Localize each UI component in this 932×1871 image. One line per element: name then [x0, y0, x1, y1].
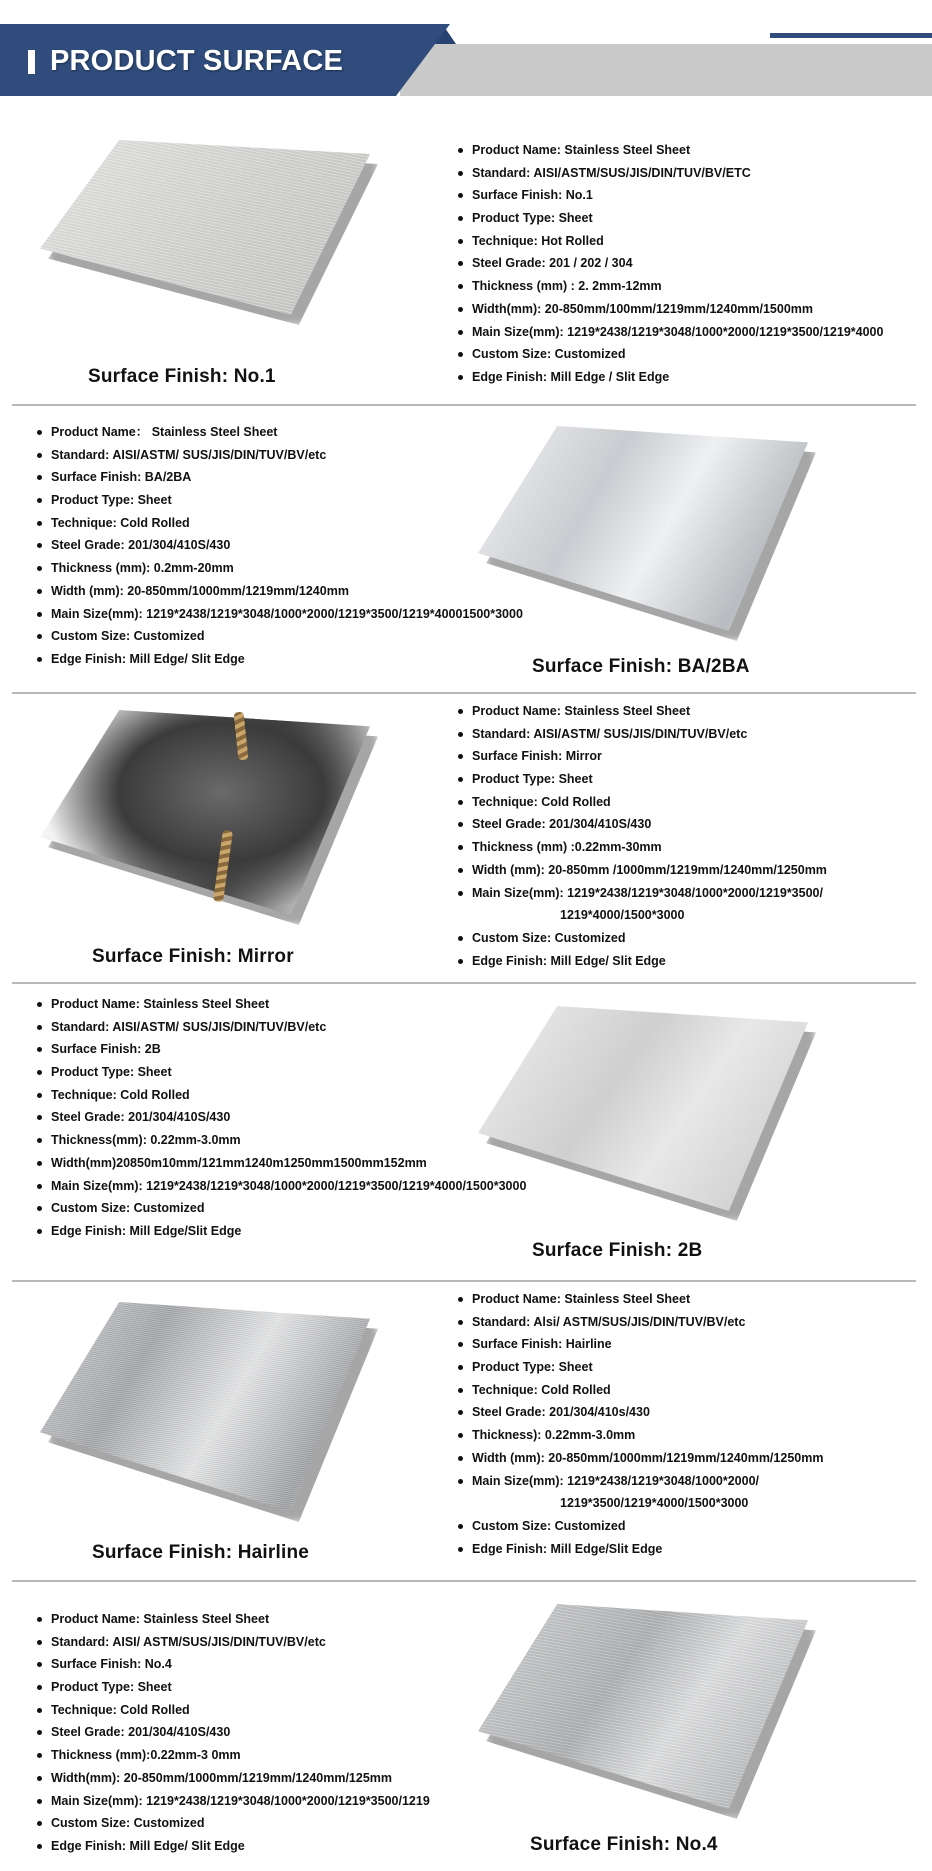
spec-list: [37, 993, 526, 1243]
spec-item: Custom Size: Customized: [37, 1197, 526, 1220]
spec-item: Product Type: Sheet: [458, 1356, 823, 1379]
spec-item: Main Size(mm): 1219*2438/1219*3048/1000*2000/1219*3500/1219*4000: [458, 321, 883, 344]
spec-item: Thickness(mm): 0.22mm-3.0mm: [37, 1129, 526, 1152]
spec-item: Thickness): 0.22mm-3.0mm: [458, 1424, 823, 1447]
spec-item: Edge Finish: Mill Edge / Slit Edge: [458, 366, 883, 389]
steel-sheet-no1-image: [40, 140, 370, 315]
spec-item: Main Size(mm): 1219*2438/1219*3048/1000*2000/1219*3500/1219*4000/1500*3000: [37, 1175, 526, 1198]
surface-section-2b: [0, 986, 932, 1278]
spec-item: Standard: AISI/ ASTM/SUS/JIS/DIN/TUV/BV/etc: [37, 1631, 430, 1654]
spec-item: Product Name： Stainless Steel Sheet: [37, 421, 523, 444]
steel-sheet-no4-image: [478, 1604, 808, 1809]
banner-accent-line: [770, 33, 932, 38]
section-divider: [12, 1280, 916, 1282]
spec-item: Custom Size: Customized: [37, 625, 523, 648]
spec-item: Technique: Cold Rolled: [458, 791, 827, 814]
spec-item: Surface Finish: Mirror: [458, 745, 827, 768]
surface-section-hairline: [0, 1284, 932, 1580]
spec-item-continuation: 1219*3500/1219*4000/1500*3000: [560, 1496, 749, 1511]
spec-item: Product Name: Stainless Steel Sheet: [37, 1608, 430, 1631]
spec-item: Product Type: Sheet: [458, 768, 827, 791]
spec-item: Product Type: Sheet: [458, 207, 883, 230]
spec-item: Technique: Cold Rolled: [37, 1084, 526, 1107]
spec-item: Standard: AISI/ASTM/ SUS/JIS/DIN/TUV/BV/etc: [37, 444, 523, 467]
section-divider: [12, 404, 916, 406]
spec-item: Thickness (mm) :0.22mm-30mm: [458, 836, 827, 859]
spec-item: Width(mm): 20-850mm/1000mm/1219mm/1240mm/125mm: [37, 1767, 430, 1790]
spec-list: [458, 700, 827, 972]
spec-item: Standard: Alsi/ ASTM/SUS/JIS/DIN/TUV/BV/etc: [458, 1311, 823, 1334]
spec-item: Main Size(mm): 1219*2438/1219*3048/1000*2000/1219*3500/1219: [37, 1790, 430, 1813]
spec-item: Surface Finish: No.4: [37, 1653, 430, 1676]
banner-gray-band: [400, 44, 932, 96]
steel-sheet-2b-image: [478, 1006, 808, 1211]
spec-item: Width(mm): 20-850mm/100mm/1219mm/1240mm/1500mm: [458, 298, 883, 321]
spec-item: Main Size(mm): 1219*2438/1219*3048/1000*2000/1219*3500/1219*40001500*3000: [37, 603, 523, 626]
page-title: PRODUCT SURFACE: [50, 45, 344, 77]
spec-item: Standard: AISI/ASTM/SUS/JIS/DIN/TUV/BV/ETC: [458, 162, 883, 185]
section-caption: Surface Finish: BA/2BA: [532, 656, 750, 677]
spec-item: Product Type: Sheet: [37, 1676, 430, 1699]
section-caption: Surface Finish: No.4: [530, 1834, 718, 1855]
spec-list: [458, 1288, 823, 1560]
spec-item: Thickness (mm):0.22mm-3 0mm: [37, 1744, 430, 1767]
spec-list: [458, 139, 883, 389]
spec-item: Standard: AISI/ASTM/ SUS/JIS/DIN/TUV/BV/etc: [458, 723, 827, 746]
spec-item: Standard: AISI/ASTM/ SUS/JIS/DIN/TUV/BV/etc: [37, 1016, 526, 1039]
spec-list: [37, 1608, 430, 1858]
spec-list: [37, 421, 523, 671]
spec-item: Custom Size: Customized: [37, 1812, 430, 1835]
section-divider: [12, 1580, 916, 1582]
spec-item: Custom Size: Customized: [458, 343, 883, 366]
spec-item: Main Size(mm): 1219*2438/1219*3048/1000*2000/: [458, 1470, 823, 1493]
spec-item-continuation: 1219*4000/1500*3000: [560, 908, 685, 923]
steel-sheet-hairline-image: [40, 1302, 370, 1512]
spec-item: Edge Finish: Mill Edge/Slit Edge: [458, 1538, 823, 1561]
spec-item: Steel Grade: 201/304/410S/430: [458, 813, 827, 836]
spec-item: Width(mm)20850m10mm/121mm1240m1250mm1500mm152mm: [37, 1152, 526, 1175]
spec-item: Technique: Cold Rolled: [37, 512, 523, 535]
spec-item: Technique: Cold Rolled: [37, 1699, 430, 1722]
spec-item: Surface Finish: 2B: [37, 1038, 526, 1061]
spec-item: Technique: Cold Rolled: [458, 1379, 823, 1402]
header-banner: [0, 0, 932, 100]
title-bar-icon: [28, 50, 35, 74]
spec-item: Product Type: Sheet: [37, 489, 523, 512]
section-caption: Surface Finish: No.1: [88, 366, 276, 387]
spec-item: Width (mm): 20-850mm/1000mm/1219mm/1240mm/1250mm: [458, 1447, 823, 1470]
spec-item: Edge Finish: Mill Edge/Slit Edge: [37, 1220, 526, 1243]
spec-item: Edge Finish: Mill Edge/ Slit Edge: [37, 648, 523, 671]
section-caption: Surface Finish: Mirror: [92, 946, 294, 967]
surface-section-ba-2ba: [0, 408, 932, 692]
spec-item: Surface Finish: Hairline: [458, 1333, 823, 1356]
spec-item: Product Name: Stainless Steel Sheet: [458, 1288, 823, 1311]
surface-section-no1: [0, 110, 932, 406]
spec-item: Edge Finish: Mill Edge/ Slit Edge: [458, 950, 827, 973]
spec-item: Edge Finish: Mill Edge/ Slit Edge: [37, 1835, 430, 1858]
spec-item: Product Type: Sheet: [37, 1061, 526, 1084]
spec-item: Surface Finish: BA/2BA: [37, 466, 523, 489]
spec-item: Custom Size: Customized: [458, 1515, 823, 1538]
spec-item: Thickness (mm) : 2. 2mm-12mm: [458, 275, 883, 298]
spec-item: Custom Size: Customized: [458, 927, 827, 950]
spec-item: Steel Grade: 201/304/410S/430: [37, 534, 523, 557]
section-divider: [12, 692, 916, 694]
spec-item: Steel Grade: 201/304/410s/430: [458, 1401, 823, 1424]
spec-item: Main Size(mm): 1219*2438/1219*3048/1000*2000/1219*3500/: [458, 882, 827, 905]
section-divider: [12, 982, 916, 984]
spec-item: Product Name: Stainless Steel Sheet: [458, 139, 883, 162]
spec-item: Surface Finish: No.1: [458, 184, 883, 207]
spec-item: Steel Grade: 201 / 202 / 304: [458, 252, 883, 275]
spec-item: Product Name: Stainless Steel Sheet: [37, 993, 526, 1016]
spec-item: Width (mm): 20-850mm /1000mm/1219mm/1240mm/1250mm: [458, 859, 827, 882]
steel-sheet-ba-image: [478, 426, 808, 631]
surface-section-no4: [0, 1584, 932, 1871]
section-caption: Surface Finish: 2B: [532, 1240, 703, 1261]
spec-item: Steel Grade: 201/304/410S/430: [37, 1106, 526, 1129]
spec-item: Width (mm): 20-850mm/1000mm/1219mm/1240mm: [37, 580, 523, 603]
section-caption: Surface Finish: Hairline: [92, 1542, 310, 1563]
spec-item: Thickness (mm): 0.2mm-20mm: [37, 557, 523, 580]
spec-item: Technique: Hot Rolled: [458, 230, 883, 253]
steel-sheet-mirror-image: [40, 710, 370, 915]
spec-item: Product Name: Stainless Steel Sheet: [458, 700, 827, 723]
spec-item: Steel Grade: 201/304/410S/430: [37, 1721, 430, 1744]
surface-section-mirror: [0, 696, 932, 982]
